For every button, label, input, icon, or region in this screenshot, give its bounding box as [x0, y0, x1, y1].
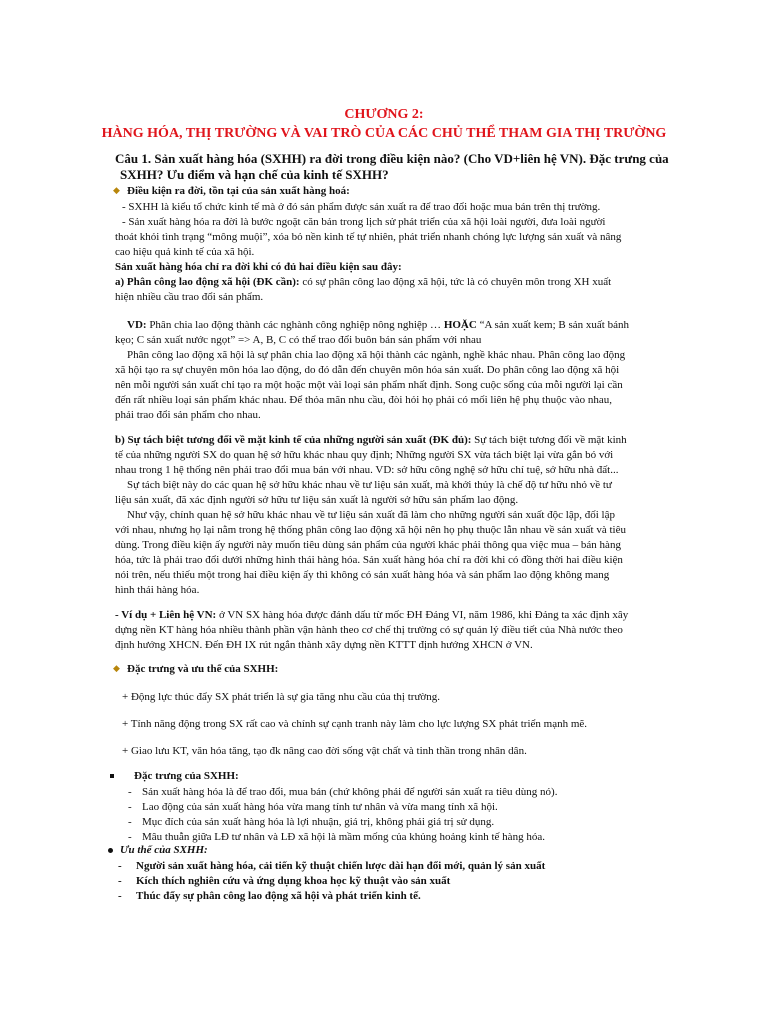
question-1-line-2: SXHH? Ưu điểm và hạn chế của kinh tế SXHH? — [120, 167, 389, 182]
feature-item: Sản xuất hàng hóa là để trao đổi, mua bán (chứ không phải để người sản xuất ra tiêu dùng nó). — [142, 786, 558, 798]
vietnam-example-text: ở VN SX hàng hóa được đánh dấu từ mốc ĐH Đảng VI, năm 1986, khi Đảng ta xác định xây — [216, 609, 629, 621]
paragraph-line: phải trao đổi sản phẩm cho nhau. — [115, 409, 261, 421]
paragraph-line: hình thái hàng hóa. — [115, 584, 200, 596]
chapter-label: CHƯƠNG 2: — [344, 107, 424, 122]
example-or: HOẶC — [443, 319, 477, 331]
advantage-item: Người sản xuất hàng hóa, cải tiến kỹ thuật chiến lược dài hạn đổi mới, quản lý sản xuất — [136, 860, 546, 872]
paragraph-line: thoát khỏi tình trạng “mông muội”, xóa bỏ nền kinh tế tự nhiên, phát triển nhanh chóng lực lượng sản xuất và nâng — [115, 231, 622, 243]
condition-b-title: b) Sự tách biệt tương đối về mặt kinh tế của những người sản xuất (ĐK đủ): — [115, 434, 472, 446]
dash-bullet: - — [118, 860, 122, 872]
paragraph-line: hóa, tức là phải trao đổi dưới những hình thái hàng hóa. Sản xuất hàng hóa chỉ ra đời khi có đồng thời hai điều kiện — [115, 554, 623, 566]
paragraph-line: hiện nhiều cầu trao đổi sản phẩm. — [115, 291, 264, 303]
dash-bullet: - — [128, 816, 132, 828]
section-heading-conditions: Điều kiện ra đời, tồn tại của sản xuất hàng hoá: — [127, 185, 350, 197]
example-text: Phân chia lao động thành các nghành công nghiệp nông nghiệp … — [146, 319, 444, 331]
paragraph-line: đến rất nhiều loại sản phẩm khác nhau. Để thỏa mãn nhu cầu, đòi hỏi họ phải có mối liên hệ phụ thuộc vào nhau, — [115, 394, 613, 406]
example-text: “A sản xuất kem; B sản xuất bánh — [476, 319, 629, 331]
advantage-item: Kích thích nghiên cứu và ứng dụng khoa học kỹ thuật vào sản xuất — [136, 875, 451, 887]
paragraph-line: - SXHH là kiểu tổ chức kinh tế mà ở đó sản phẩm được sản xuất ra để trao đổi hoặc mua bán trên thị trường. — [122, 201, 601, 213]
paragraph-line: nên mỗi người sản xuất chỉ tạo ra một hoặc một vài loại sản phẩm nhất định. Song cuộc sống của mỗi người lại cần — [115, 379, 623, 391]
condition-b-line — [115, 433, 627, 447]
condition-a-text: có sự phân công lao động xã hội, tức là có chuyên môn trong XH xuất — [299, 276, 612, 288]
dash-bullet: - — [128, 831, 132, 843]
vietnam-example-line — [115, 608, 628, 622]
condition-a-title: a) Phân công lao động xã hội (ĐK cần): — [115, 276, 300, 288]
subheading-two-conditions: Sản xuất hàng hóa chỉ ra đời khi có đủ hai điều kiện sau đây: — [115, 261, 402, 273]
plus-item: + Động lực thúc đẩy SX phát triển là sự gia tăng nhu cầu của thị trường. — [122, 691, 440, 703]
example-line — [127, 318, 629, 332]
paragraph-line: xã hội tạo ra sự chuyên môn hóa lao động, do đó dẫn đến chuyên môn hóa sản xuất. Do phân công lao động xã hội — [115, 364, 620, 376]
plus-item: + Giao lưu KT, văn hóa tăng, tạo đk nâng cao đời sống vật chất và tinh thần trong nhân dân. — [122, 745, 527, 757]
paragraph-line: Phân công lao động xã hội là sự phân chia lao động xã hội thành các ngành, nghề khác nhau. Phân công lao động — [127, 349, 626, 361]
bullet-icon: ◆ — [113, 663, 120, 673]
paragraph-line: kẹo; C sản xuất nước ngọt” => A, B, C có thể trao đổi buôn bán sản phẩm với nhau — [115, 334, 482, 346]
paragraph-line: - Sản xuất hàng hóa ra đời là bước ngoặt căn bản trong lịch sử phát triển của xã hội loài người, đưa loài người — [122, 216, 606, 228]
plus-item: + Tính năng động trong SX rất cao và chính sự cạnh tranh này làm cho lực lượng SX phát triển mạnh mẽ. — [122, 718, 588, 730]
advantage-item: Thúc đẩy sự phân công lao động xã hội và phát triển kinh tế. — [136, 890, 421, 902]
question-1-line-1: Câu 1. Sản xuất hàng hóa (SXHH) ra đời trong điều kiện nào? (Cho VD+liên hệ VN). Đặc trưng của — [115, 151, 669, 166]
paragraph-line: dùng. Trong điều kiện ấy người này muốn tiêu dùng sản phẩm của người khác phải thông qua việc mua – bán hàng — [115, 539, 621, 551]
dash-bullet: - — [128, 786, 132, 798]
paragraph-line: định hướng XHCN. Đến ĐH IX rút ngắn thành xây dựng nền KTTT định hướng XHCN ở VN. — [115, 639, 533, 651]
feature-item: Mục đích của sản xuất hàng hóa là lợi nhuận, giá trị, không phải giá trị sử dụng. — [142, 816, 495, 828]
dash-bullet: - — [128, 801, 132, 813]
paragraph-line: liệu sản xuất, đã xác định người sở hữu tư liệu sản xuất là người sở hữu sản phẩm lao động. — [115, 494, 519, 506]
paragraph-line: nói trên, nếu thiếu một trong hai điều kiện ấy thì không có sản xuất hàng hóa và sản phẩm lao động không mang — [115, 569, 610, 581]
dash-bullet: - — [118, 890, 122, 902]
chapter-title: HÀNG HÓA, THỊ TRƯỜNG VÀ VAI TRÒ CỦA CÁC CHỦ THỂ THAM GIA THỊ TRƯỜNG — [101, 126, 667, 141]
feature-item: Mâu thuẫn giữa LĐ tư nhân và LĐ xã hội là mầm mống của khủng hoảng kinh tế hàng hóa. — [142, 831, 545, 843]
paragraph-line: Sự tách biệt này do các quan hệ sở hữu khác nhau về tư liệu sản xuất, mà khởi thủy là chế độ tư hữu nhỏ về tư — [127, 479, 612, 491]
paragraph-line: với nhau, nhưng họ lại nằm trong hệ thống phân công lao động xã hội nên họ phụ thuộc lẫn nhau về sản xuất và tiêu — [115, 524, 626, 536]
dash-bullet: - — [118, 875, 122, 887]
vietnam-example-label: - Ví dụ + Liên hệ VN: — [115, 609, 217, 621]
paragraph-line: dựng nền KT hàng hóa nhiều thành phần vận hành theo cơ chế thị trường có sự quản lý điều tiết của Nhà nước theo — [115, 624, 623, 636]
section-heading-advantages: Ưu thế của SXHH: — [120, 844, 208, 856]
feature-item: Lao động của sản xuất hàng hóa vừa mang tính tư nhân và vừa mang tính xã hội. — [142, 801, 498, 813]
section-heading-features-advantages: Đặc trưng và ưu thế của SXHH: — [127, 663, 279, 675]
bullet-icon: ◆ — [113, 185, 120, 195]
round-bullet-icon — [108, 848, 113, 853]
condition-b-text: Sự tách biệt tương đối về mặt kinh — [471, 434, 627, 446]
paragraph-line: cao hiệu quả kinh tế của xã hội. — [115, 246, 255, 258]
paragraph-line: tế của những người SX do quan hệ sở hữu khác nhau quy định; Những người SX vừa tách biệt lại vừa gắn bó với — [115, 449, 614, 461]
square-bullet-icon — [110, 774, 114, 778]
section-heading-features: Đặc trưng của SXHH: — [134, 770, 239, 782]
condition-a-line — [115, 275, 611, 289]
paragraph-line: Như vậy, chính quan hệ sở hữu khác nhau về tư liệu sản xuất đã làm cho những người sản xuất độc lập, đối lập — [127, 509, 615, 521]
example-label: VD: — [127, 319, 147, 331]
paragraph-line: nhau trong 1 hệ thống nên phải trao đổi mua bán với nhau. VD: sở hữu công nghệ sở hữu chí tuệ, sở hữu nhà đất... — [115, 464, 619, 476]
